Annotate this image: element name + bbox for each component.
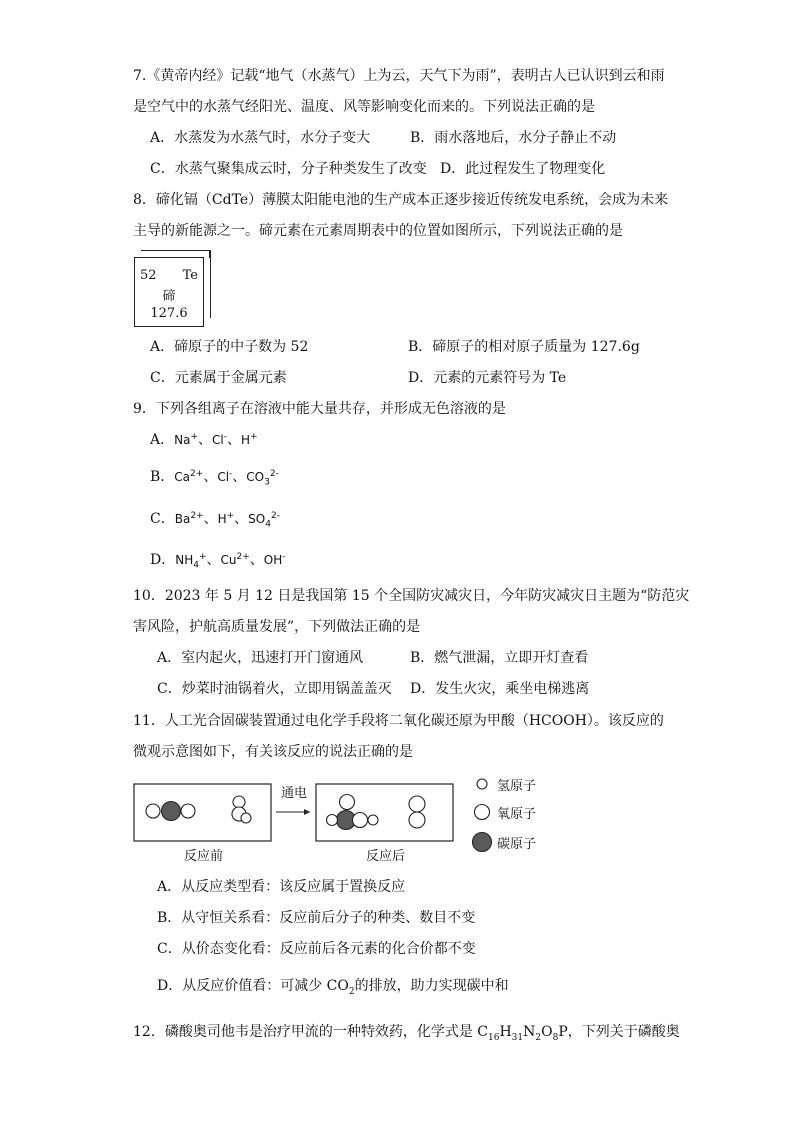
legend-hydrogen-label: 氢原子 bbox=[497, 779, 537, 794]
ion-so4-symbol: SO bbox=[248, 512, 266, 526]
hcooh-hydrogen-atom-right bbox=[368, 815, 378, 825]
co2-oxygen-atom-right bbox=[181, 804, 195, 818]
q11-d-text-before: D．从反应价值看：可减少 CO bbox=[157, 978, 349, 994]
q9-option-d[interactable] bbox=[150, 550, 286, 570]
q10-option-c[interactable]: C．炒菜时油锅着火，立即用锅盖盖灭 bbox=[157, 681, 392, 697]
separator: 、 bbox=[249, 552, 264, 568]
q8-option-a[interactable]: A．碲原子的中子数为 52 bbox=[150, 339, 309, 355]
legend-hydrogen-icon bbox=[477, 779, 487, 789]
ion-cu-symbol: Cu bbox=[220, 553, 237, 567]
q11-stem-line1: 11．人工光合固碳装置通过电化学手段将二氧化碳还原为甲酸（HCOOH）。该反应的 bbox=[133, 713, 664, 729]
ion-cl bbox=[212, 433, 227, 447]
q9-stem: 9．下列各组离子在溶液中能大量共存，并形成无色溶液的是 bbox=[133, 401, 506, 417]
q11-option-b[interactable]: B．从守恒关系看：反应前后分子的种类、数目不变 bbox=[157, 910, 476, 926]
q9-option-c[interactable] bbox=[150, 509, 280, 529]
ion-h-symbol: H bbox=[240, 433, 251, 447]
ion-h-charge: + bbox=[226, 511, 235, 521]
q12-c-subscript: 16 bbox=[487, 1032, 500, 1043]
hcooh-oxygen-atom-right bbox=[353, 813, 368, 828]
q12-stem-line1 bbox=[133, 1022, 680, 1042]
element-symbol: Te bbox=[182, 268, 198, 283]
h2o-hydrogen-atom-right bbox=[241, 813, 251, 823]
ion-ba bbox=[175, 512, 204, 526]
ion-nh4-symbol: NH bbox=[175, 553, 194, 567]
ion-cu bbox=[221, 553, 250, 567]
q12-n-symbol: N bbox=[523, 1024, 536, 1040]
q12-text-after: P，下列关于磷酸奥 bbox=[558, 1024, 680, 1040]
h2o-hydrogen-atom-top bbox=[233, 796, 245, 808]
after-reaction-box bbox=[316, 784, 453, 841]
q8-stem-line2: 主导的新能源之一。碲元素在元素周期表中的位置如图所示，下列说法正确的是 bbox=[133, 223, 623, 239]
element-card-depth-right bbox=[203, 250, 211, 318]
co2-carbon-atom bbox=[162, 802, 181, 821]
q11-option-c[interactable]: C．从价态变化看：反应前后各元素的化合价都不变 bbox=[157, 941, 476, 957]
label-before-reaction: 反应前 bbox=[184, 849, 224, 864]
ion-co3-charge: 2- bbox=[269, 469, 279, 479]
q8-option-d[interactable]: D．元素的元素符号为 Te bbox=[408, 370, 567, 386]
q11-d-text-after: 的排放，助力实现碳中和 bbox=[354, 978, 509, 994]
q8-stem-line1: 8．碲化镉（CdTe）薄膜太阳能电池的生产成本正逐步接近传统发电系统，会成为未来 bbox=[133, 192, 669, 208]
ion-cu-charge: 2+ bbox=[236, 552, 250, 562]
legend-carbon-icon bbox=[473, 833, 492, 852]
ion-oh-symbol: OH bbox=[263, 553, 283, 567]
separator: 、 bbox=[226, 432, 241, 448]
ion-na bbox=[174, 433, 198, 447]
ion-ba-charge: 2+ bbox=[190, 511, 204, 521]
q9-d-prefix: D． bbox=[150, 552, 176, 568]
ion-cl-charge: - bbox=[223, 432, 227, 442]
ion-na-charge: + bbox=[190, 432, 199, 442]
q9-option-b[interactable] bbox=[150, 467, 279, 487]
q10-option-a[interactable]: A．室内起火，迅速打开门窗通风 bbox=[157, 650, 364, 666]
ion-h bbox=[218, 512, 235, 526]
o2-oxygen-atom-bottom bbox=[409, 812, 425, 828]
reaction-arrow-head bbox=[304, 809, 310, 815]
ion-h-charge: + bbox=[250, 432, 258, 442]
ion-co3-symbol: CO bbox=[246, 470, 265, 484]
ion-ca-symbol: Ca bbox=[174, 470, 191, 484]
q7-stem-line1: 7.《黄帝内经》记载“地气（水蒸气）上为云，天气下为雨”，表明古人已认识到云和雨 bbox=[133, 68, 665, 84]
ion-so4-charge: 2- bbox=[270, 511, 280, 521]
q12-h-subscript: 31 bbox=[511, 1032, 524, 1043]
ion-oh bbox=[264, 553, 286, 567]
q11-d-co2-subscript: 2 bbox=[348, 986, 355, 997]
q11-option-a[interactable]: A．从反应类型看：该反应属于置换反应 bbox=[157, 879, 406, 895]
ion-cl bbox=[217, 470, 232, 484]
hcooh-oxygen-atom-top bbox=[340, 795, 355, 810]
ion-cl-symbol: Cl bbox=[212, 433, 224, 447]
element-name: 碲 bbox=[162, 289, 176, 304]
q8-option-c[interactable]: C．元素属于金属元素 bbox=[150, 370, 287, 386]
ion-so4 bbox=[248, 511, 280, 530]
ion-oh-charge: - bbox=[282, 552, 286, 562]
ion-nh4-subscript: 4 bbox=[193, 560, 199, 571]
separator: 、 bbox=[232, 469, 247, 485]
q10-option-d[interactable]: D．发生火灾，乘坐电梯逃离 bbox=[410, 681, 590, 697]
ion-co3 bbox=[246, 469, 279, 488]
q7-stem-line2: 是空气中的水蒸气经阳光、温度、风等影响变化而来的。下列说法正确的是 bbox=[133, 99, 595, 115]
ion-na-symbol: Na bbox=[174, 433, 191, 447]
ion-cl-charge: - bbox=[229, 469, 233, 479]
separator: 、 bbox=[203, 469, 218, 485]
separator: 、 bbox=[203, 511, 218, 527]
hcooh-hydrogen-atom-left bbox=[327, 815, 338, 826]
q10-stem-line2: 害风险，护航高质量发展”，下列做法正确的是 bbox=[133, 619, 421, 635]
q12-o-subscript: 8 bbox=[552, 1032, 559, 1043]
legend-oxygen-icon bbox=[475, 805, 490, 820]
o2-oxygen-atom-top bbox=[409, 796, 425, 812]
q9-b-prefix: B． bbox=[150, 469, 175, 485]
q7-option-c[interactable]: C．水蒸气聚集成云时，分子种类发生了改变 bbox=[150, 161, 427, 177]
q11-stem-line2: 微观示意图如下，有关该反应的说法正确的是 bbox=[133, 744, 413, 760]
legend-carbon-label: 碳原子 bbox=[497, 837, 537, 852]
arrow-label-electrify: 通电 bbox=[281, 786, 308, 801]
label-after-reaction: 反应后 bbox=[366, 849, 406, 864]
ion-h bbox=[241, 433, 258, 447]
q11-option-d[interactable] bbox=[157, 976, 509, 996]
element-atomic-number: 52 bbox=[140, 268, 157, 283]
q8-option-b[interactable]: B．碲原子的相对原子质量为 127.6g bbox=[408, 339, 640, 355]
ion-co3-subscript: 3 bbox=[264, 477, 270, 488]
separator: 、 bbox=[206, 552, 221, 568]
q7-option-b[interactable]: B．雨水落地后，水分子静止不动 bbox=[410, 130, 617, 146]
q9-option-a[interactable] bbox=[150, 430, 258, 450]
q9-a-prefix: A． bbox=[150, 432, 175, 448]
ion-so4-subscript: 4 bbox=[265, 519, 271, 530]
co2-oxygen-atom-left bbox=[146, 804, 160, 818]
q9-c-prefix: C． bbox=[150, 511, 175, 527]
q7-option-d[interactable]: D．此过程发生了物理变化 bbox=[440, 161, 606, 177]
q12-n-subscript: 2 bbox=[535, 1032, 542, 1043]
q10-stem-line1: 10．2023 年 5 月 12 日是我国第 15 个全国防灾减灾日，今年防灾减灾日主题为“防范灾 bbox=[133, 588, 690, 604]
q12-o-symbol: O bbox=[541, 1024, 553, 1040]
q12-h-symbol: H bbox=[499, 1024, 512, 1040]
ion-h-symbol: H bbox=[217, 512, 227, 526]
ion-ca-charge: 2+ bbox=[190, 469, 204, 479]
separator: 、 bbox=[234, 511, 249, 527]
ion-nh4-charge: + bbox=[198, 552, 207, 562]
q10-option-b[interactable]: B．燃气泄漏，立即开灯查看 bbox=[410, 650, 589, 666]
element-atomic-mass: 127.6 bbox=[150, 306, 188, 321]
ion-cl-symbol: Cl bbox=[217, 470, 230, 484]
tellurium-element-card bbox=[134, 257, 204, 327]
separator: 、 bbox=[198, 432, 213, 448]
ion-ca bbox=[174, 470, 203, 484]
q7-option-a[interactable]: A．水蒸发为水蒸气时，水分子变大 bbox=[150, 130, 371, 146]
q12-text-before: 12．磷酸奥司他韦是治疗甲流的一种特效药，化学式是 C bbox=[133, 1024, 488, 1040]
legend-oxygen-label: 氧原子 bbox=[497, 807, 537, 822]
reaction-microscopic-diagram bbox=[133, 774, 553, 864]
ion-nh4 bbox=[175, 552, 207, 571]
ion-ba-symbol: Ba bbox=[174, 512, 191, 526]
